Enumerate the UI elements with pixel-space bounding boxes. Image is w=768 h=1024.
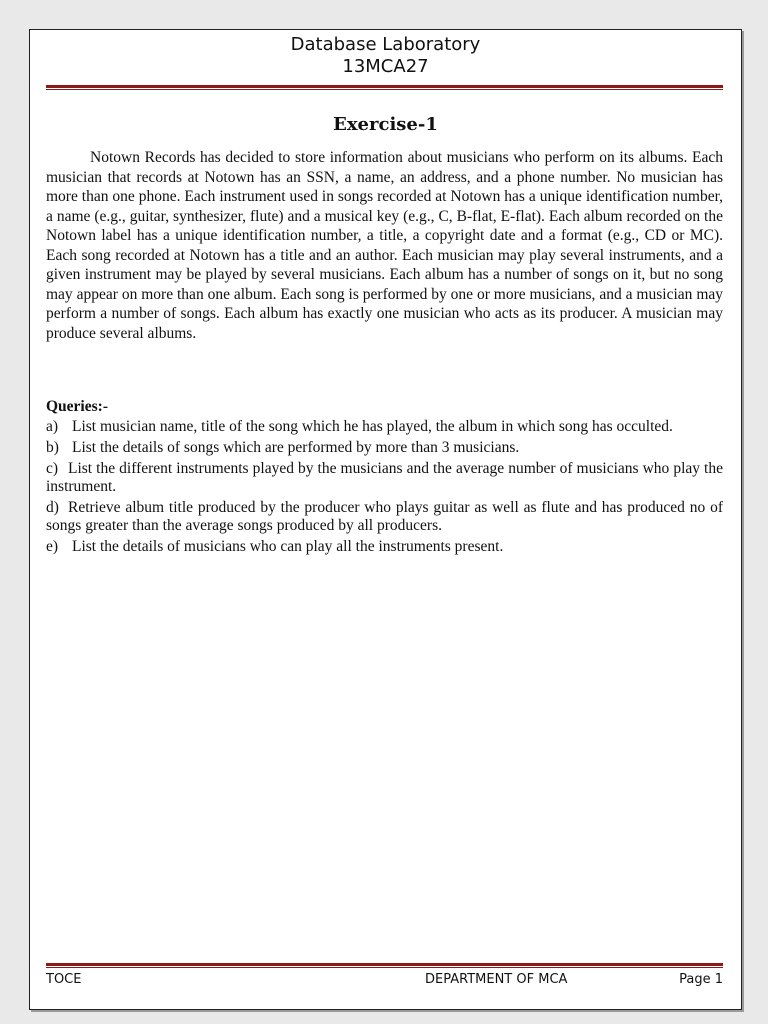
exercise-title: Exercise-1 (333, 114, 438, 135)
query-text: List the details of musicians who can play all the instruments present. (72, 538, 504, 555)
page-header (30, 34, 741, 78)
query-item-a (46, 418, 723, 436)
query-label: e) (46, 538, 59, 555)
footer-institution: TOCE (46, 972, 82, 987)
query-item-d (46, 499, 723, 535)
query-text: List the different instruments played by the musicians and the average number of musicians who play the instrument. (46, 460, 723, 495)
query-item-e (46, 538, 723, 556)
query-text: List the details of songs which are performed by more than 3 musicians. (72, 439, 520, 456)
document-page (29, 29, 742, 1010)
query-label: c) (46, 460, 59, 477)
footer-divider (46, 963, 723, 968)
query-label: b) (46, 439, 59, 456)
query-label: d) (46, 499, 59, 516)
header-divider (46, 85, 723, 90)
query-label: a) (46, 418, 59, 435)
footer-page-number: Page 1 (679, 972, 723, 987)
problem-description: Notown Records has decided to store information about musicians who perform on its albums. Each musician that records at Notown has an SSN, a name, an address, and a phone number. No musician has more than one phone. Each instrument used in songs recorded at Notown has a unique identification number, a name (e.g., guitar, synthesizer, flute) and a musical key (e.g., C, B-flat, E-flat). Each album recorded on the Notown label has a unique identification number, a title, a copyright date and a format (e.g., CD or MC). Each song recorded at Notown has a title and an author. Each musician may play several instruments, and a given instrument may be played by several musicians. Each album has a number of songs on it, but no song may appear on more than one album. Each song is performed by one or more musicians, and a musician may perform a number of songs. Each album has exactly one musician who acts as its producer. A musician may produce several albums. (46, 149, 723, 342)
query-item-b (46, 439, 723, 457)
query-text: Retrieve album title produced by the producer who plays guitar as well as flute and has produced no of songs greater than the average songs produced by all producers. (46, 499, 723, 534)
query-text: List musician name, title of the song which he has played, the album in which song has occulted. (72, 418, 673, 435)
footer-department: DEPARTMENT OF MCA (425, 972, 568, 987)
header-course-title: Database Laboratory (290, 34, 481, 55)
query-item-c (46, 460, 723, 496)
header-course-code: 13MCA27 (342, 56, 429, 77)
queries-section (46, 398, 723, 559)
queries-heading: Queries:- (46, 398, 108, 415)
